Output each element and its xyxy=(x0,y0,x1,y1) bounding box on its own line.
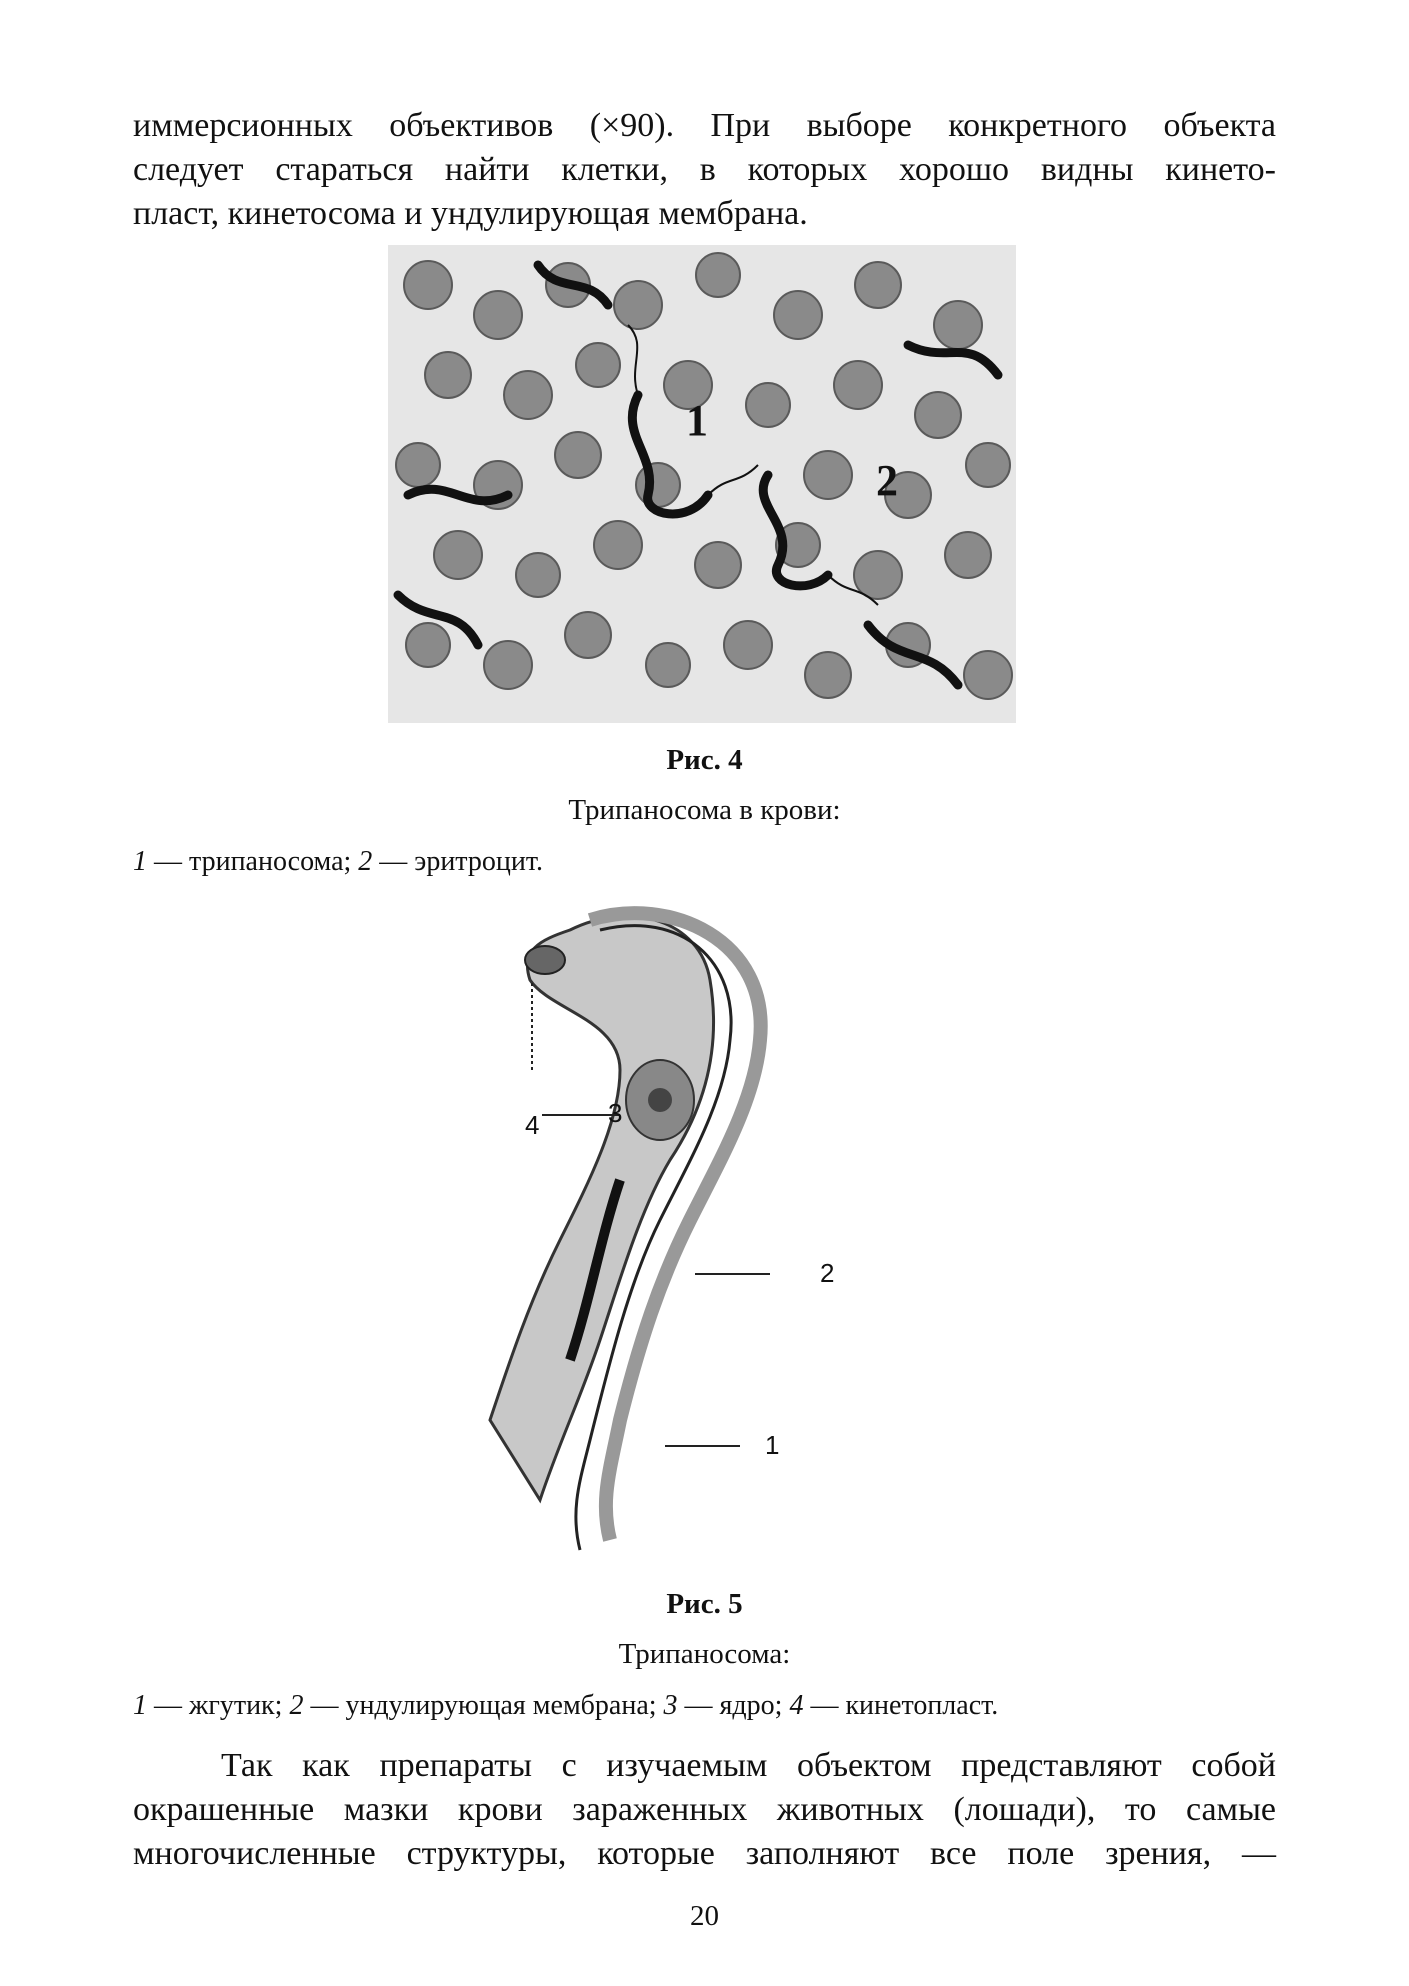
figure-5-drawing xyxy=(470,900,900,1560)
micrograph-image xyxy=(388,245,1016,723)
nucleolus xyxy=(648,1088,672,1112)
drawing-label-2: 2 xyxy=(820,1258,835,1288)
text-line: иммерсионных объективов (×90). При выборе конкретного объекта xyxy=(133,107,1276,144)
drawing-label-1: 1 xyxy=(765,1430,780,1460)
top-paragraph xyxy=(133,104,1276,236)
figure-4-legend xyxy=(133,846,543,878)
legend-number: 2 xyxy=(289,1690,304,1721)
legend-text: — кинетопласт. xyxy=(803,1690,999,1721)
photo-label-1: 1 xyxy=(686,396,708,445)
text-line: пласт, кинетосома и ундулирующая мембрана. xyxy=(133,195,808,232)
legend-number: 1 xyxy=(133,1690,147,1721)
figure-4-title: Трипаносома в крови: xyxy=(568,794,841,826)
bottom-paragraph xyxy=(133,1744,1276,1876)
figure-4-micrograph xyxy=(388,245,1016,723)
legend-text: — трипаносома; xyxy=(147,846,359,877)
figure-5-number: Рис. 5 xyxy=(666,1588,743,1620)
legend-text: — жгутик; xyxy=(147,1690,290,1721)
legend-text: — ядро; xyxy=(677,1690,790,1721)
figure-5-legend xyxy=(133,1690,998,1722)
legend-number: 3 xyxy=(663,1690,678,1721)
legend-number: 2 xyxy=(358,846,373,877)
drawing-label-4: 4 xyxy=(525,1110,540,1140)
legend-number: 4 xyxy=(789,1690,804,1721)
cell-body xyxy=(490,916,714,1500)
figure-4-number: Рис. 4 xyxy=(666,744,743,776)
drawing-label-3: 3 xyxy=(608,1098,623,1128)
photo-label-2: 2 xyxy=(876,456,898,505)
legend-number: 1 xyxy=(133,846,147,877)
figure-5-title: Трипаносома: xyxy=(618,1638,791,1670)
text-line: следует стараться найти клетки, в которых хорошо видны кинето- xyxy=(133,151,1276,188)
text-line: окрашенные мазки крови зараженных животных (лошади), то самые xyxy=(133,1791,1276,1828)
kinetoplast xyxy=(525,946,565,974)
legend-text: — эритроцит. xyxy=(372,846,543,877)
trypanosome-illustration xyxy=(470,900,900,1560)
text-line: многочисленные структуры, которые заполняют все поле зрения, — xyxy=(133,1835,1276,1872)
page-number: 20 xyxy=(690,1900,719,1932)
legend-text: — ундулирующая мембрана; xyxy=(303,1690,664,1721)
text-line: Так как препараты с изучаемым объектом представляют собой xyxy=(221,1747,1276,1784)
